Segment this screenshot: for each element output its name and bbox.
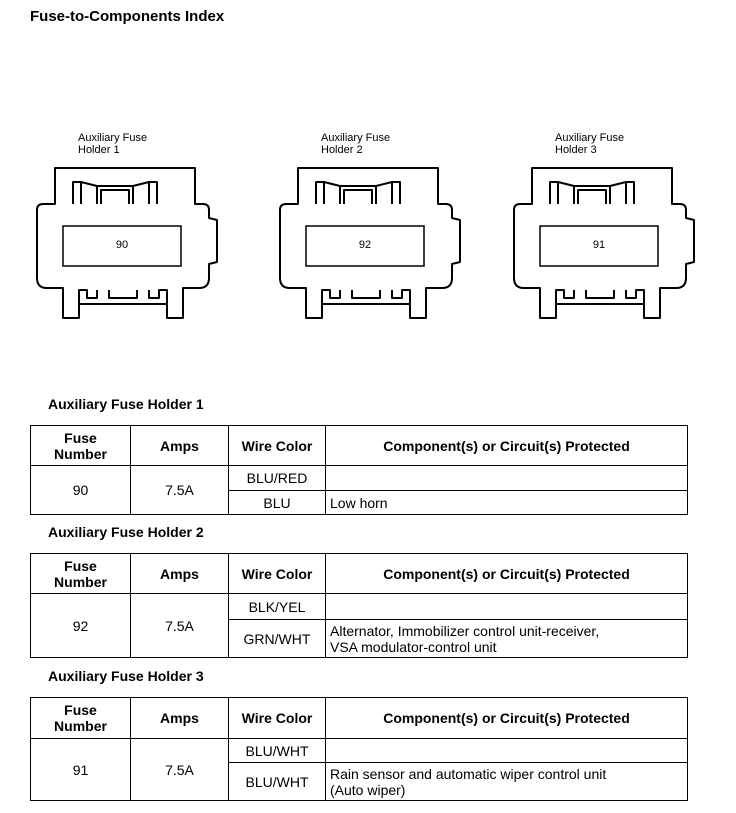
holder-label-line2: Holder 3	[555, 144, 597, 156]
fuse-holder-diagram	[0, 0, 736, 380]
wire-color-cell: BLU	[229, 491, 326, 515]
section-title: Auxiliary Fuse Holder 3	[48, 668, 204, 684]
component-cell: Low horn	[326, 491, 688, 515]
header-wire-color: Wire Color	[229, 426, 326, 466]
wire-color-cell: BLU/WHT	[229, 763, 326, 801]
section-title: Auxiliary Fuse Holder 2	[48, 524, 204, 540]
fuse-number-label: 92	[358, 239, 372, 251]
header-component: Component(s) or Circuit(s) Protected	[326, 426, 688, 466]
holder-label-line1: Auxiliary Fuse	[555, 132, 625, 144]
wire-color-cell: BLU/WHT	[229, 739, 326, 763]
wire-color-cell: BLU/RED	[229, 466, 326, 491]
component-cell: Alternator, Immobilizer control unit-receiver, VSA modulator-control unit	[326, 620, 688, 658]
amps-cell: 7.5A	[131, 466, 229, 515]
header-wire-color: Wire Color	[229, 698, 326, 739]
fuse-table-3	[30, 697, 688, 801]
holder-label-line2: Holder 2	[321, 144, 363, 156]
component-cell: Rain sensor and automatic wiper control unit (Auto wiper)	[326, 763, 688, 801]
amps-cell: 7.5A	[131, 594, 229, 658]
header-component: Component(s) or Circuit(s) Protected	[326, 554, 688, 594]
amps-cell: 7.5A	[131, 739, 229, 801]
component-cell	[326, 466, 688, 491]
header-fuse-number: Fuse Number	[31, 698, 131, 739]
holder-label-line1: Auxiliary Fuse	[321, 132, 391, 144]
header-fuse-number: Fuse Number	[31, 554, 131, 594]
header-wire-color: Wire Color	[229, 554, 326, 594]
header-amps: Amps	[131, 554, 229, 594]
holder-label-line2: Holder 1	[78, 144, 120, 156]
fuse-number-cell: 90	[31, 466, 131, 515]
page-title: Fuse-to-Components Index	[30, 8, 225, 25]
component-cell	[326, 594, 688, 620]
fuse-number-label: 91	[592, 239, 606, 251]
fuse-table-2	[30, 553, 688, 658]
header-amps: Amps	[131, 698, 229, 739]
fuse-number-cell: 92	[31, 594, 131, 658]
header-component: Component(s) or Circuit(s) Protected	[326, 698, 688, 739]
holder-label-line1: Auxiliary Fuse	[78, 132, 148, 144]
section-title: Auxiliary Fuse Holder 1	[48, 396, 204, 412]
fuse-number-label: 90	[115, 239, 129, 251]
header-amps: Amps	[131, 426, 229, 466]
fuse-table-1	[30, 425, 688, 515]
wire-color-cell: GRN/WHT	[229, 620, 326, 658]
fuse-number-cell: 91	[31, 739, 131, 801]
component-cell	[326, 739, 688, 763]
wire-color-cell: BLK/YEL	[229, 594, 326, 620]
header-fuse-number: Fuse Number	[31, 426, 131, 466]
